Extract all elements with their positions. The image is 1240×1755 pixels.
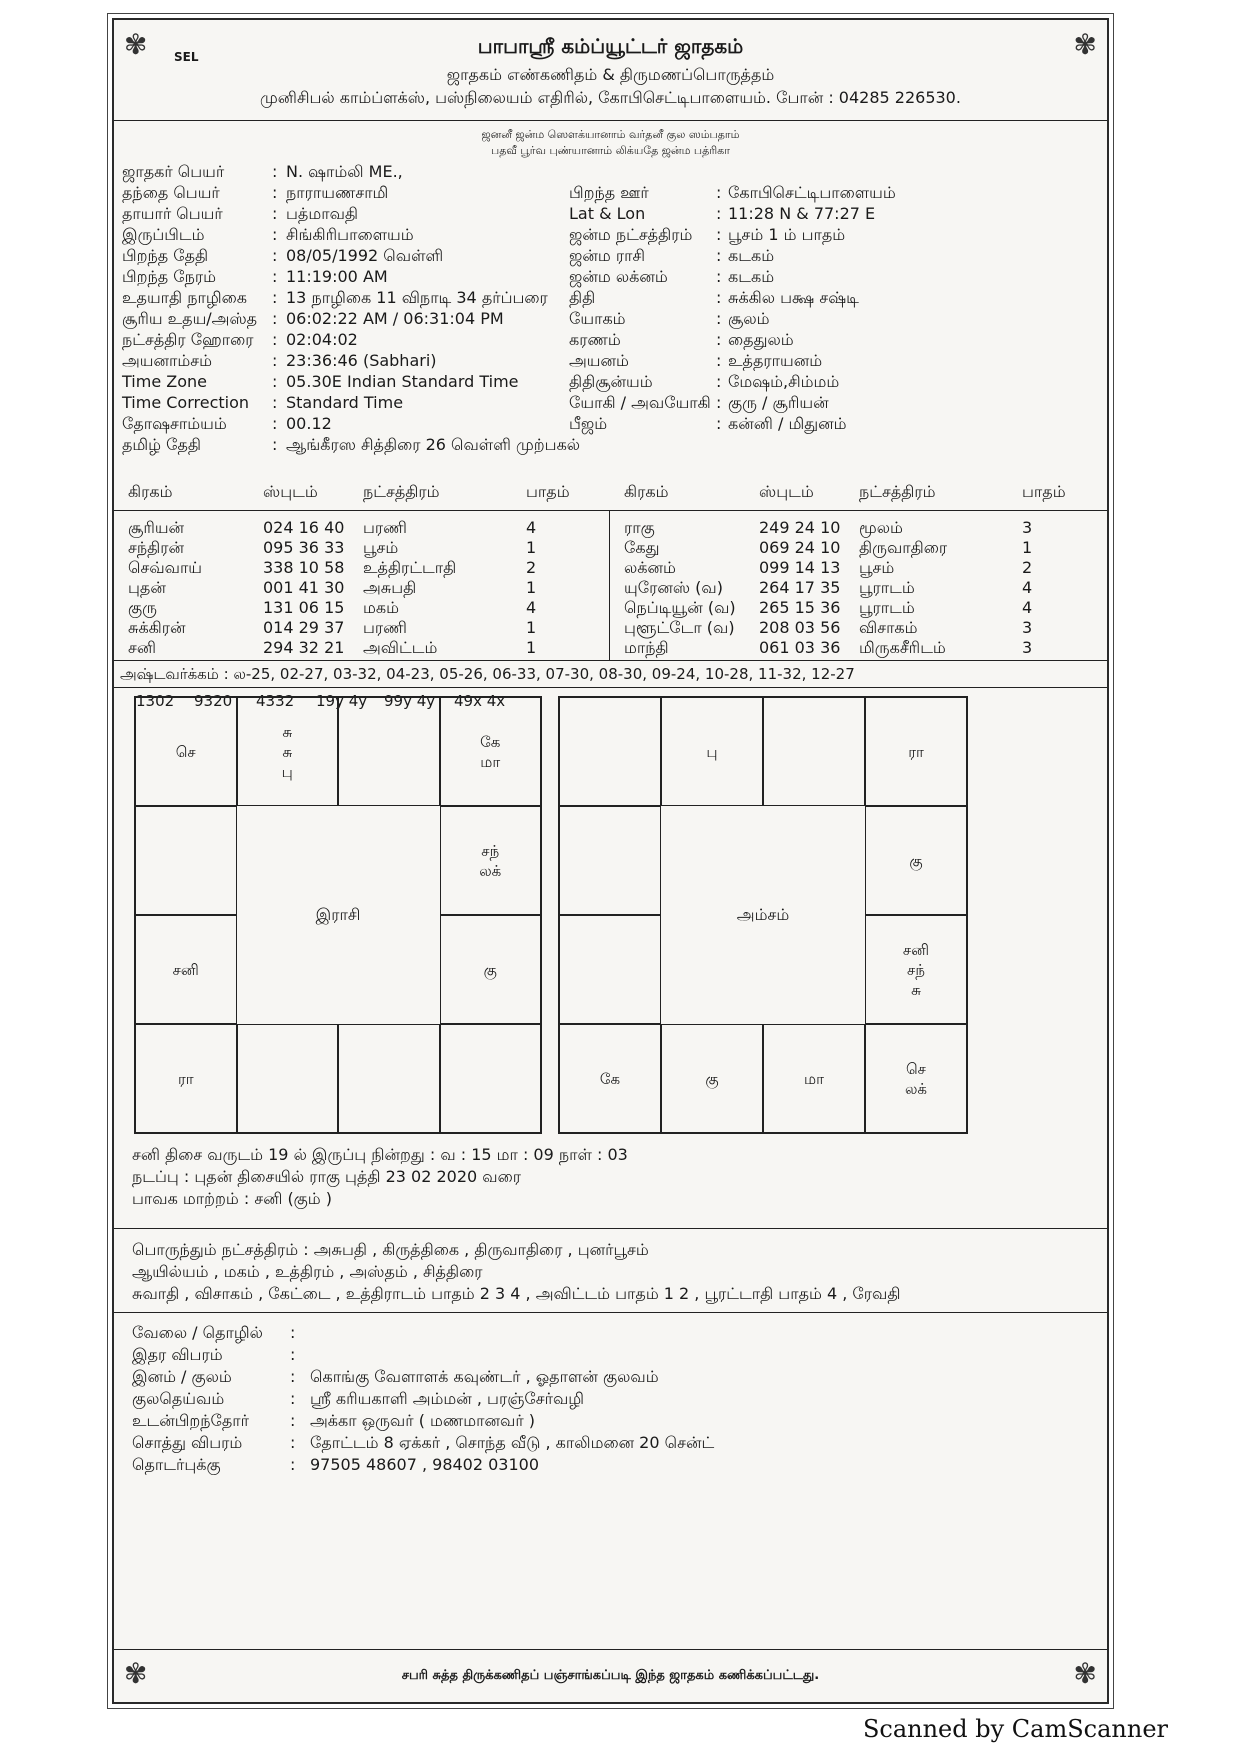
personal-label: சொத்து விபரம் [132, 1433, 243, 1452]
chart-center-label: அம்சம் [736, 904, 790, 924]
divider [114, 510, 1107, 511]
planet-planet: புளூட்டோ (வ) [624, 618, 735, 637]
planet-header-sputam: ஸ்புடம் [759, 482, 814, 501]
chart-house [338, 1024, 440, 1133]
chart-house: மா [763, 1024, 865, 1133]
detail-label: தந்தை பெயர் [122, 183, 220, 202]
detail-label: Lat & Lon [569, 204, 646, 223]
detail-colon: : [716, 414, 722, 433]
personal-label: இனம் / குலம் [132, 1367, 232, 1386]
planet-padam: 3 [1022, 638, 1033, 657]
corner-ornament-icon: ✾ [1073, 1657, 1097, 1690]
planet-star: பூராடம் [859, 598, 915, 617]
corner-ornament-icon: ✾ [124, 1657, 148, 1690]
divider [114, 687, 1107, 688]
code-value: 19y 4y [316, 692, 368, 710]
detail-value: N. ஷாம்லி ME., [286, 162, 403, 181]
verse-line-1: ஜனனீ ஜன்ம ஸௌக்யானாம் வர்தனீ குல ஸம்பதாம் [481, 128, 740, 141]
matching-stars-3: சுவாதி , விசாகம் , கேட்டை , உத்திராடம் பாதம் 2 3 4 , அவிட்டம் பாதம் 1 2 , பூரட்டாதி பாதம் 4 , ரேவதி [132, 1284, 901, 1303]
matching-stars-2: ஆயில்யம் , மகம் , உத்திரம் , அஸ்தம் , சித்திரை [132, 1262, 483, 1281]
detail-value: 05.30E Indian Standard Time [286, 372, 519, 391]
planet-star: பரணி [363, 518, 407, 537]
planet-sputam: 099 14 13 [759, 558, 841, 577]
detail-label: பிறந்த நேரம் [122, 267, 217, 286]
planet-sputam: 001 41 30 [263, 578, 345, 597]
chart-house [338, 697, 440, 806]
planet-padam: 1 [526, 638, 537, 657]
detail-value: Standard Time [286, 393, 404, 412]
planet-planet: மாந்தி [624, 638, 669, 657]
chart-center-label: இராசி [315, 904, 361, 924]
planet-star: உத்திரட்டாதி [363, 558, 457, 577]
chart-house [237, 1024, 339, 1133]
detail-value: 11:19:00 AM [286, 267, 388, 286]
detail-value: தைதுலம் [728, 330, 794, 349]
detail-colon: : [716, 246, 722, 265]
code-value: 1302 [136, 692, 175, 710]
planet-padam: 2 [526, 558, 537, 577]
detail-label: ஜன்ம நட்சத்திரம் [569, 225, 693, 244]
detail-label: திதிசூன்யம் [569, 372, 653, 391]
planet-sputam: 338 10 58 [263, 558, 345, 577]
planet-sputam: 294 32 21 [263, 638, 345, 657]
detail-colon: : [272, 414, 278, 433]
planet-padam: 1 [526, 538, 537, 557]
planet-header-sputam: ஸ்புடம் [263, 482, 318, 501]
shop-title: பாபாஸ்ரீ கம்ப்யூட்டர் ஜாதகம் [477, 34, 744, 58]
detail-value: பத்மாவதி [286, 204, 358, 223]
planet-header-padam: பாதம் [526, 482, 570, 501]
code-value: 9320 [194, 692, 233, 710]
detail-value: சுக்கில பக்ஷ சஷ்டி [728, 288, 859, 307]
planet-sputam: 131 06 15 [263, 598, 345, 617]
planet-planet: சூரியன் [128, 518, 185, 537]
detail-colon: : [272, 351, 278, 370]
detail-colon: : [272, 330, 278, 349]
planet-planet: லக்னம் [624, 558, 676, 577]
detail-value: பூசம் 1 ம் பாதம் [728, 225, 846, 244]
horoscope-sheet [112, 18, 1109, 1704]
planet-header-planet: கிரகம் [624, 482, 669, 501]
detail-colon: : [272, 183, 278, 202]
planet-star: அசுபதி [363, 578, 417, 597]
detail-colon: : [272, 267, 278, 286]
detail-label: Time Zone [122, 372, 207, 391]
detail-value: 11:28 N & 77:27 E [728, 204, 876, 223]
chart-house [559, 697, 661, 806]
divider [609, 510, 610, 660]
planet-padam: 1 [526, 578, 537, 597]
personal-colon: : [290, 1455, 296, 1474]
divider [114, 1228, 1107, 1229]
detail-label: நட்சத்திர ஹோரை [122, 330, 254, 349]
shop-subtitle: ஜாதகம் எண்கணிதம் & திருமணப்பொருத்தம் [446, 65, 775, 84]
chart-house: கே [559, 1024, 661, 1133]
detail-value: கடகம் [728, 267, 775, 286]
detail-value: 02:04:02 [286, 330, 358, 349]
planet-star: திருவாதிரை [859, 538, 948, 557]
planet-padam: 3 [1022, 618, 1033, 637]
detail-label: சூரிய உதய/அஸ்த [122, 309, 258, 328]
detail-value: 13 நாழிகை 11 விநாடி 34 தர்ப்பரை [286, 288, 548, 307]
detail-label: ஜன்ம ராசி [569, 246, 645, 265]
detail-value: உத்தராயனம் [728, 351, 823, 370]
detail-value: நாராயணசாமி [286, 183, 389, 202]
planet-planet: புதன் [128, 578, 166, 597]
amsam-chart [558, 696, 968, 1134]
personal-label: வேலை / தொழில் [132, 1323, 263, 1342]
personal-colon: : [290, 1389, 296, 1408]
detail-value: ஆங்கீரஸ சித்திரை 26 வெள்ளி முற்பகல் [286, 435, 581, 454]
planet-star: விசாகம் [859, 618, 918, 637]
detail-colon: : [716, 183, 722, 202]
planet-planet: குரு [128, 598, 157, 617]
detail-value: 00.12 [286, 414, 332, 433]
planet-padam: 1 [1022, 538, 1033, 557]
detail-value: 23:36:46 (Sabhari) [286, 351, 437, 370]
planet-sputam: 265 15 36 [759, 598, 841, 617]
personal-label: உடன்பிறந்தோர் [132, 1411, 250, 1430]
detail-value: மேஷம்,சிம்மம் [728, 372, 840, 391]
planet-sputam: 061 03 36 [759, 638, 841, 657]
planet-padam: 4 [1022, 578, 1033, 597]
planet-planet: சந்திரன் [128, 538, 185, 557]
planet-header-star: நட்சத்திரம் [859, 482, 936, 501]
code-value: 4332 [256, 692, 295, 710]
detail-label: கரணம் [569, 330, 621, 349]
footer-note: சபரி சுத்த திருக்கணிதப் பஞ்சாங்கப்படி இந்த ஜாதகம் கணிக்கப்பட்டது. [401, 1668, 820, 1683]
detail-colon: : [272, 288, 278, 307]
chart-house: செ [135, 697, 237, 806]
planet-padam: 4 [526, 598, 537, 617]
detail-value: கடகம் [728, 246, 775, 265]
personal-colon: : [290, 1345, 296, 1364]
detail-label: தோஷசாம்யம் [122, 414, 227, 433]
planet-header-planet: கிரகம் [128, 482, 173, 501]
detail-colon: : [716, 309, 722, 328]
detail-label: யோகி / அவயோகி [569, 393, 711, 412]
detail-label: தாயார் பெயர் [122, 204, 223, 223]
corner-ornament-icon: ✾ [1073, 28, 1097, 61]
detail-colon: : [716, 288, 722, 307]
detail-label: யோகம் [569, 309, 626, 328]
planet-star: அவிட்டம் [363, 638, 438, 657]
chart-house: ரா [865, 697, 967, 806]
ashtavarga-line: அஷ்டவர்க்கம் : ல-25, 02-27, 03-32, 04-23, 05-26, 06-33, 07-30, 08-30, 09-24, 10-28, 11-32, 12-27 [120, 665, 855, 683]
rasi-chart [134, 696, 542, 1134]
detail-value: கன்னி / மிதுனம் [728, 414, 847, 433]
detail-label: Time Correction [122, 393, 250, 412]
planet-planet: யுரேனஸ் (வ) [624, 578, 723, 597]
chart-house: கு [661, 1024, 763, 1133]
personal-label: தொடர்புக்கு [132, 1455, 221, 1474]
current-dasa: நடப்பு : புதன் திசையில் ராகு புத்தி 23 02 2020 வரை [132, 1167, 521, 1186]
chart-house: பு [661, 697, 763, 806]
planet-sputam: 095 36 33 [263, 538, 345, 557]
planet-planet: ராகு [624, 518, 655, 537]
planet-planet: செவ்வாய் [128, 558, 203, 577]
detail-label: இருப்பிடம் [122, 225, 205, 244]
planet-sputam: 208 03 56 [759, 618, 841, 637]
detail-value: கோபிசெட்டிபாளையம் [728, 183, 896, 202]
planet-star: மூலம் [859, 518, 903, 537]
planet-padam: 1 [526, 618, 537, 637]
detail-colon: : [716, 351, 722, 370]
planet-star: பூசம் [859, 558, 895, 577]
detail-colon: : [272, 162, 278, 181]
chart-house [763, 697, 865, 806]
planet-sputam: 024 16 40 [263, 518, 345, 537]
chart-house: கே மா [440, 697, 542, 806]
planet-header-padam: பாதம் [1022, 482, 1066, 501]
planet-planet: நெப்டியூன் (வ) [624, 598, 736, 617]
detail-colon: : [272, 204, 278, 223]
detail-colon: : [716, 372, 722, 391]
planet-sputam: 069 24 10 [759, 538, 841, 557]
detail-label: பிறந்த ஊர் [569, 183, 649, 202]
sel-mark: SEL [174, 50, 199, 64]
chart-house: செ லக் [865, 1024, 967, 1133]
planet-padam: 4 [526, 518, 537, 537]
planet-sputam: 249 24 10 [759, 518, 841, 537]
detail-colon: : [272, 246, 278, 265]
code-value: 99y 4y [384, 692, 436, 710]
personal-colon: : [290, 1323, 296, 1342]
detail-label: உதயாதி நாழிகை [122, 288, 247, 307]
personal-value: ஸ்ரீ கரியகாளி அம்மன் , பரஞ்சேர்வழி [310, 1389, 585, 1408]
detail-value: சிங்கிரிபாளையம் [286, 225, 414, 244]
personal-label: குலதெய்வம் [132, 1389, 225, 1408]
chart-house: சனி சந் சு [865, 915, 967, 1024]
chart-house [440, 1024, 542, 1133]
chart-house: ரா [135, 1024, 237, 1133]
planet-star: மிருகசீரிடம் [859, 638, 946, 657]
detail-colon: : [272, 309, 278, 328]
divider [114, 1312, 1107, 1313]
chart-house: சு சு பு [237, 697, 339, 806]
planet-star: பூசம் [363, 538, 399, 557]
detail-colon: : [272, 435, 278, 454]
detail-label: ஜாதகர் பெயர் [122, 162, 225, 181]
detail-value: சூலம் [728, 309, 770, 328]
chart-house: சந் லக் [440, 806, 542, 915]
scanner-watermark: Scanned by CamScanner [862, 1715, 1168, 1743]
planet-sputam: 014 29 37 [263, 618, 345, 637]
planet-header-star: நட்சத்திரம் [363, 482, 440, 501]
planet-padam: 3 [1022, 518, 1033, 537]
personal-value: கொங்கு வேளாளக் கவுண்டர் , ஓதாளன் குலவம் [310, 1367, 659, 1386]
verse-line-2: பதவீ பூர்வ புண்யானாம் லிக்யதே ஜன்ம பத்ரிகா [491, 144, 730, 157]
planet-planet: சுக்கிரன் [128, 618, 186, 637]
code-value: 49x 4x [454, 692, 506, 710]
detail-label: பிறந்த தேதி [122, 246, 209, 265]
detail-label: அயனம் [569, 351, 629, 370]
detail-colon: : [716, 330, 722, 349]
chart-house: சனி [135, 915, 237, 1024]
detail-colon: : [716, 267, 722, 286]
personal-colon: : [290, 1411, 296, 1430]
personal-value: தோட்டம் 8 ஏக்கர் , சொந்த வீடு , காலிமனை 20 சென்ட் [310, 1433, 715, 1452]
header [114, 20, 1107, 121]
detail-colon: : [272, 225, 278, 244]
detail-colon: : [272, 372, 278, 391]
matching-stars-1: பொருந்தும் நட்சத்திரம் : அசுபதி , கிருத்திகை , திருவாதிரை , புனர்பூசம் [132, 1240, 649, 1259]
chart-house [135, 806, 237, 915]
detail-label: பீஜம் [569, 414, 608, 433]
planet-star: மகம் [363, 598, 399, 617]
planet-padam: 2 [1022, 558, 1033, 577]
chart-house: கு [865, 806, 967, 915]
personal-label: இதர விபரம் [132, 1345, 223, 1364]
planet-padam: 4 [1022, 598, 1033, 617]
corner-ornament-icon: ✾ [124, 28, 148, 61]
personal-colon: : [290, 1433, 296, 1452]
footer [114, 1649, 1107, 1702]
detail-colon: : [716, 225, 722, 244]
personal-value: 97505 48607 , 98402 03100 [310, 1455, 540, 1474]
bhava-change: பாவக மாற்றம் : சனி (கும் ) [132, 1189, 333, 1208]
detail-label: அயனாம்சம் [122, 351, 212, 370]
planet-star: பூராடம் [859, 578, 915, 597]
planet-star: பரணி [363, 618, 407, 637]
chart-house [559, 806, 661, 915]
shop-address: முனிசிபல் காம்ப்ளக்ஸ், பஸ்நிலையம் எதிரில், கோபிசெட்டிபாளையம். போன் : 04285 226530. [260, 88, 961, 107]
detail-label: தமிழ் தேதி [122, 435, 202, 454]
detail-colon: : [716, 393, 722, 412]
divider [114, 660, 1107, 661]
detail-colon: : [716, 204, 722, 223]
chart-house [559, 915, 661, 1024]
planet-sputam: 264 17 35 [759, 578, 841, 597]
chart-house: கு [440, 915, 542, 1024]
detail-label: திதி [569, 288, 596, 307]
personal-colon: : [290, 1367, 296, 1386]
detail-value: 06:02:22 AM / 06:31:04 PM [286, 309, 504, 328]
planet-planet: கேது [624, 538, 660, 557]
dasa-balance: சனி திசை வருடம் 19 ல் இருப்பு நின்றது : வ : 15 மா : 09 நாள் : 03 [132, 1145, 628, 1164]
detail-value: குரு / சூரியன் [728, 393, 829, 412]
planet-planet: சனி [128, 638, 156, 657]
personal-value: அக்கா ஒருவர் ( மணமானவர் ) [310, 1411, 535, 1430]
detail-label: ஜன்ம லக்னம் [569, 267, 668, 286]
detail-colon: : [272, 393, 278, 412]
detail-value: 08/05/1992 வெள்ளி [286, 246, 444, 265]
